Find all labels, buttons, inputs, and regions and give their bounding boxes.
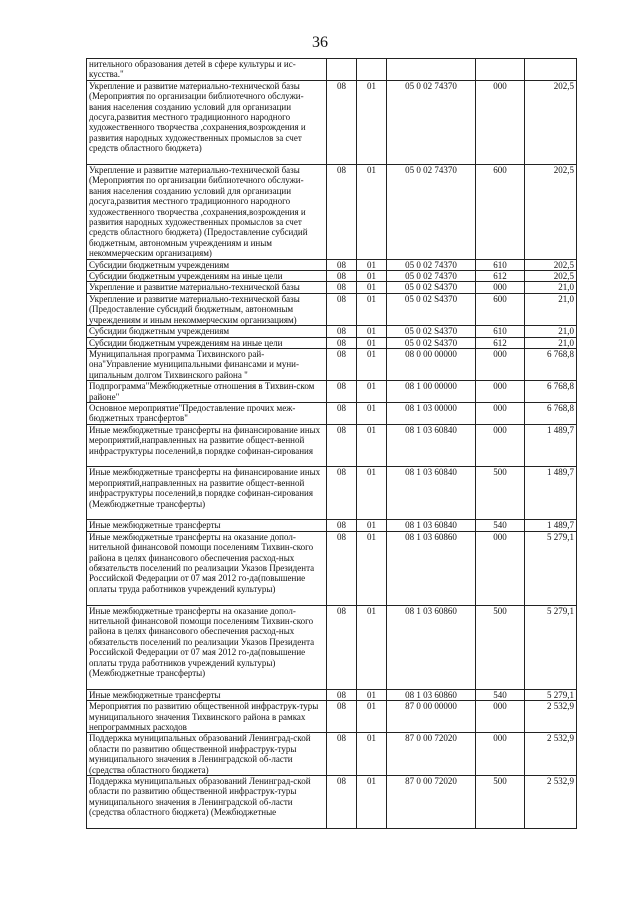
cell-target-article: 08 1 03 60860	[387, 689, 476, 700]
table-row	[87, 348, 577, 380]
cell-amount: 202,5	[525, 80, 577, 164]
cell-target-article: 05 0 02 74370	[387, 259, 476, 270]
cell-amount: 6 768,8	[525, 402, 577, 424]
table-row	[87, 467, 577, 520]
cell-section: 08	[327, 520, 357, 531]
cell-target-article: 05 0 02 S4370	[387, 326, 476, 337]
cell-name: Укрепление и развитие материально-технической базы	[87, 282, 327, 293]
cell-amount: 21,0	[525, 282, 577, 293]
cell-section: 08	[327, 605, 357, 689]
cell-target-article: 05 0 02 S4370	[387, 337, 476, 348]
cell-name: Субсидии бюджетным учреждениям на иные цели	[87, 271, 327, 282]
cell-section: 08	[327, 531, 357, 605]
cell-amount: 6 768,8	[525, 348, 577, 380]
cell-subsection: 01	[357, 689, 387, 700]
cell-target-article: 87 0 00 00000	[387, 701, 476, 733]
cell-name: Субсидии бюджетным учреждениям	[87, 326, 327, 337]
table-row	[87, 424, 577, 467]
cell-expense-type: 000	[476, 424, 525, 467]
cell-name: Иные межбюджетные трансферты на оказание допол-нительной финансовой помощи поселениям Тихвин-ского района в целях финансового обеспечения расход-ных обязательств поселений по реализации Указов Президента Российской Федерации от 07 мая 2012 го-да(повышение оплаты труда работников учреждений культуры) (Межбюджетные трансферты)	[87, 605, 327, 689]
cell-target-article: 08 1 03 00000	[387, 402, 476, 424]
cell-subsection: 01	[357, 293, 387, 325]
cell-amount: 2 532,9	[525, 701, 577, 733]
cell-subsection: 01	[357, 701, 387, 733]
cell-name: Поддержка муниципальных образований Ленинград-ской области по развитию общественной инфраструк-туры муниципального значения в Ленинградской об-ласти (средства областного бюджета)	[87, 733, 327, 776]
cell-subsection: 01	[357, 402, 387, 424]
cell-expense-type: 612	[476, 271, 525, 282]
cell-name: Иные межбюджетные трансферты на оказание допол-нительной финансовой помощи поселениям Тихвин-ского района в целях финансового обеспечения расход-ных обязательств поселений по реализации Указов Президента Российской Федерации от 07 мая 2012 го-да(повышение оплаты труда работников учреждений культуры)	[87, 531, 327, 605]
cell-amount: 21,0	[525, 337, 577, 348]
cell-subsection	[357, 59, 387, 81]
cell-expense-type: 540	[476, 520, 525, 531]
cell-section: 08	[327, 689, 357, 700]
table-row	[87, 520, 577, 531]
cell-amount: 21,0	[525, 326, 577, 337]
cell-expense-type: 000	[476, 381, 525, 403]
cell-section: 08	[327, 467, 357, 520]
table-row	[87, 80, 577, 164]
cell-target-article: 08 1 03 60840	[387, 424, 476, 467]
cell-amount: 21,0	[525, 293, 577, 325]
cell-section: 08	[327, 381, 357, 403]
cell-target-article: 08 1 03 60840	[387, 467, 476, 520]
cell-subsection: 01	[357, 326, 387, 337]
cell-target-article: 08 1 00 00000	[387, 381, 476, 403]
cell-target-article: 05 0 02 74370	[387, 271, 476, 282]
cell-amount: 2 532,9	[525, 775, 577, 828]
cell-name: Основное мероприятие"Предоставление прочих меж-бюджетных трансфертов"	[87, 402, 327, 424]
cell-expense-type: 500	[476, 775, 525, 828]
cell-subsection: 01	[357, 381, 387, 403]
cell-target-article: 08 1 03 60840	[387, 520, 476, 531]
cell-name: Иные межбюджетные трансферты	[87, 520, 327, 531]
cell-amount: 1 489,7	[525, 520, 577, 531]
table-row	[87, 259, 577, 270]
cell-target-article: 05 0 02 74370	[387, 165, 476, 260]
cell-expense-type: 610	[476, 326, 525, 337]
cell-amount: 6 768,8	[525, 381, 577, 403]
cell-target-article: 05 0 02 S4370	[387, 282, 476, 293]
cell-section: 08	[327, 259, 357, 270]
cell-target-article: 08 1 03 60860	[387, 605, 476, 689]
cell-target-article	[387, 59, 476, 81]
cell-target-article: 87 0 00 72020	[387, 775, 476, 828]
cell-name: Иные межбюджетные трансферты на финансирование иных мероприятий,направленных на развитие общест-венной инфраструктуры поселений,в порядке софинан-сирования (Межбюджетные трансферты)	[87, 467, 327, 520]
cell-name: Иные межбюджетные трансферты на финансирование иных мероприятий,направленных на развитие общест-венной инфраструктуры поселений,в порядке софинан-сирования	[87, 424, 327, 467]
cell-section: 08	[327, 271, 357, 282]
table-row	[87, 165, 577, 260]
cell-section: 08	[327, 775, 357, 828]
cell-subsection: 01	[357, 165, 387, 260]
cell-section: 08	[327, 282, 357, 293]
cell-amount: 202,5	[525, 271, 577, 282]
cell-name: Мероприятия по развитию общественной инфраструк-туры муниципального значения Тихвинского района в рамках непрограммных расходов	[87, 701, 327, 733]
cell-name: нительного образования детей в сфере культуры и ис- кусства."	[87, 59, 327, 81]
cell-section: 08	[327, 701, 357, 733]
table-row	[87, 381, 577, 403]
cell-name: Подпрограмма"Межбюджетные отношения в Тихвин-ском районе"	[87, 381, 327, 403]
cell-expense-type: 000	[476, 348, 525, 380]
table-row	[87, 337, 577, 348]
cell-section: 08	[327, 293, 357, 325]
cell-expense-type: 000	[476, 701, 525, 733]
cell-subsection: 01	[357, 348, 387, 380]
cell-section: 08	[327, 733, 357, 776]
cell-name: Поддержка муниципальных образований Ленинград-ской области по развитию общественной инфраструк-туры муниципального значения в Ленинградской об-ласти (средства областного бюджета) (Межбюджетные	[87, 775, 327, 828]
cell-name: Иные межбюджетные трансферты	[87, 689, 327, 700]
page-number: 36	[312, 34, 328, 51]
cell-subsection: 01	[357, 775, 387, 828]
cell-subsection: 01	[357, 424, 387, 467]
budget-table	[86, 58, 577, 829]
cell-expense-type: 000	[476, 733, 525, 776]
table-row	[87, 531, 577, 605]
cell-amount: 5 279,1	[525, 531, 577, 605]
cell-expense-type: 000	[476, 402, 525, 424]
cell-section: 08	[327, 348, 357, 380]
table-row	[87, 701, 577, 733]
cell-section: 08	[327, 402, 357, 424]
cell-subsection: 01	[357, 531, 387, 605]
cell-section	[327, 59, 357, 81]
cell-expense-type: 612	[476, 337, 525, 348]
table-row	[87, 605, 577, 689]
cell-amount: 1 489,7	[525, 424, 577, 467]
cell-subsection: 01	[357, 520, 387, 531]
cell-section: 08	[327, 80, 357, 164]
cell-expense-type: 000	[476, 531, 525, 605]
table-row	[87, 775, 577, 828]
table-row	[87, 733, 577, 776]
cell-expense-type: 000	[476, 282, 525, 293]
cell-subsection: 01	[357, 271, 387, 282]
cell-amount: 202,5	[525, 259, 577, 270]
cell-subsection: 01	[357, 80, 387, 164]
cell-amount: 5 279,1	[525, 689, 577, 700]
cell-expense-type: 500	[476, 605, 525, 689]
table-row	[87, 282, 577, 293]
cell-section: 08	[327, 337, 357, 348]
cell-name: Укрепление и развитие материально-технической базы (Мероприятия по организации библиотечного обслужи-вания населения созданию условий для организации досуга,развития местного традиционного народного художественного творчества ,сохранения,возрождения и развития народных художественных промыслов за счет средств областного бюджета)	[87, 80, 327, 164]
cell-amount: 1 489,7	[525, 467, 577, 520]
cell-name: Субсидии бюджетным учреждениям	[87, 259, 327, 270]
cell-section: 08	[327, 165, 357, 260]
cell-amount: 202,5	[525, 165, 577, 260]
table-row	[87, 293, 577, 325]
table-row	[87, 59, 577, 81]
cell-target-article: 08 1 03 60860	[387, 531, 476, 605]
cell-target-article: 05 0 02 S4370	[387, 293, 476, 325]
table-row	[87, 689, 577, 700]
cell-subsection: 01	[357, 282, 387, 293]
cell-name: Укрепление и развитие материально-технической базы (Предоставление субсидий бюджетным, автономным учреждениям и иным некоммерческим организациям)	[87, 293, 327, 325]
cell-expense-type: 540	[476, 689, 525, 700]
cell-subsection: 01	[357, 259, 387, 270]
cell-name: Муниципальная программа Тихвинского рай-она"Управление муниципальными финансами и муни-ципальным долгом Тихвинского района "	[87, 348, 327, 380]
cell-name: Укрепление и развитие материально-технической базы (Мероприятия по организации библиотечного обслужи-вания населения созданию условий для организации досуга,развития местного традиционного народного художественного творчества ,сохранения,возрождения и развития народных художественных промыслов за счет средств областного бюджета) (Предоставление субсидий бюджетным, автономным учреждениям и иным некоммерческим организациям)	[87, 165, 327, 260]
cell-subsection: 01	[357, 605, 387, 689]
cell-subsection: 01	[357, 337, 387, 348]
cell-section: 08	[327, 424, 357, 467]
table-row	[87, 402, 577, 424]
cell-expense-type: 500	[476, 467, 525, 520]
cell-expense-type: 600	[476, 165, 525, 260]
table-row	[87, 326, 577, 337]
cell-subsection: 01	[357, 733, 387, 776]
cell-expense-type: 600	[476, 293, 525, 325]
cell-expense-type	[476, 59, 525, 81]
cell-subsection: 01	[357, 467, 387, 520]
cell-expense-type: 000	[476, 80, 525, 164]
cell-amount: 2 532,9	[525, 733, 577, 776]
cell-target-article: 08 0 00 00000	[387, 348, 476, 380]
cell-name: Субсидии бюджетным учреждениям на иные цели	[87, 337, 327, 348]
cell-expense-type: 610	[476, 259, 525, 270]
cell-target-article: 87 0 00 72020	[387, 733, 476, 776]
cell-amount: 5 279,1	[525, 605, 577, 689]
cell-amount	[525, 59, 577, 81]
cell-section: 08	[327, 326, 357, 337]
cell-target-article: 05 0 02 74370	[387, 80, 476, 164]
table-row	[87, 271, 577, 282]
